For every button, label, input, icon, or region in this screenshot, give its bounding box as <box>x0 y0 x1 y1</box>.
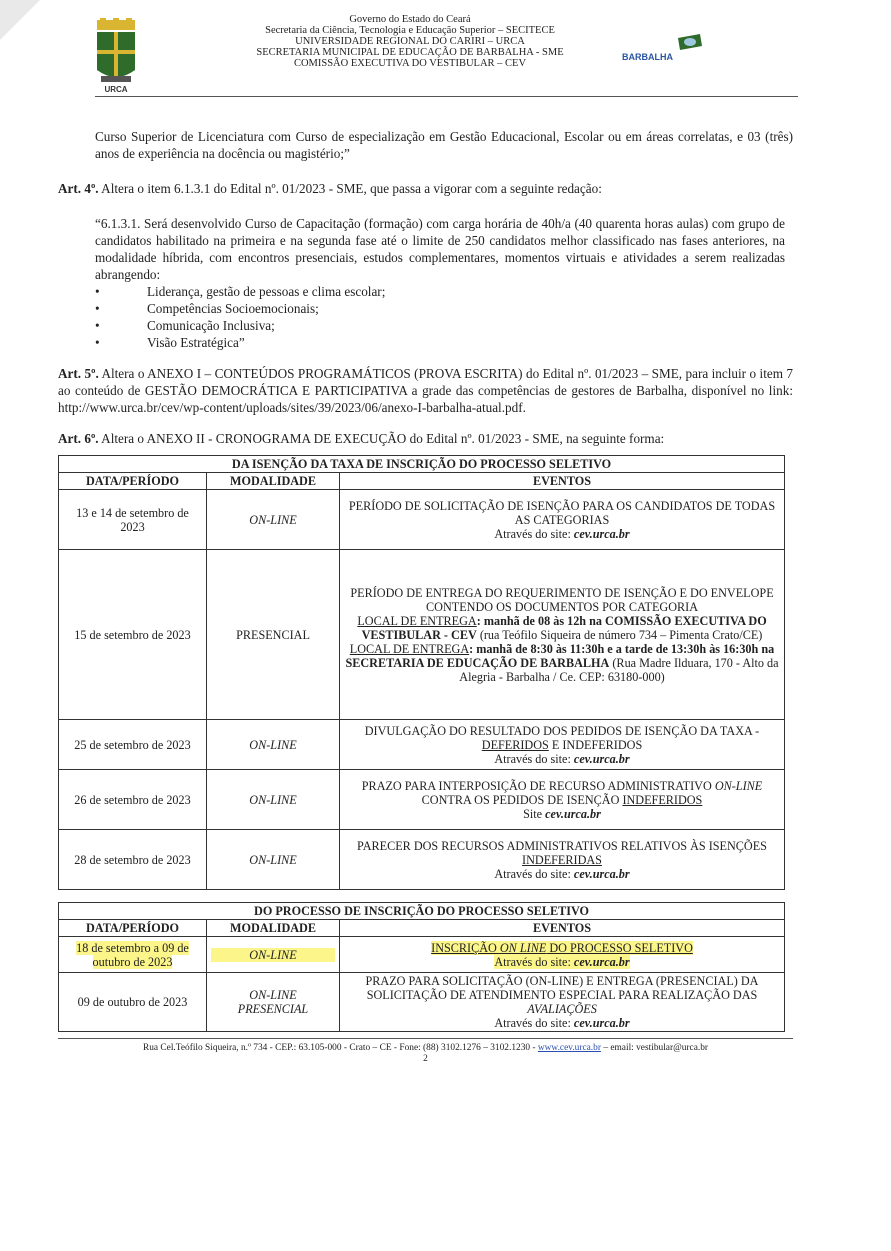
table-title-row <box>59 903 785 920</box>
list-item: • Liderança, gestão de pessoas e clima escolar; <box>95 283 793 300</box>
event-text: Através do site: <box>494 866 574 881</box>
event-line <box>344 807 780 821</box>
date-cell <box>59 550 207 720</box>
footer-address: Rua Cel.Teófilo Siqueira, n.º 734 - CEP.: 63.105-000 - Crato – CE - Fone: (88) 3102.1276 – 3102.1230 - <box>142 1043 538 1053</box>
article-6 <box>58 430 793 447</box>
event-text: (rua Teófilo Siqueira de número 734 – Pimenta Crato/CE) <box>476 627 763 642</box>
intro-paragraph: Curso Superior de Licenciatura com Curso de especialização em Gestão Educacional, Escolar ou em áreas correlatas, e 03 (três) anos de experiência na docência ou magistério;” <box>95 129 793 161</box>
event-text: (Rua Madre Ilduara, 170 - Alto da Alegria - Barbalha / Ce. CEP: 63180-000) <box>459 655 779 684</box>
date-text: 25 de setembro de 2023 <box>74 737 191 752</box>
event-text: PRAZO PARA INTERPOSIÇÃO DE RECURSO ADMINISTRATIVO <box>361 778 715 793</box>
modality-cell <box>207 937 340 973</box>
events-cell <box>340 550 785 720</box>
column-header: EVENTOS <box>340 473 785 490</box>
list-item: • Visão Estratégica” <box>95 334 793 351</box>
table-header-row <box>59 473 785 490</box>
modality-text: ON-LINE <box>249 852 297 867</box>
event-line <box>344 1016 780 1030</box>
event-text: cev.urca.br <box>573 866 630 881</box>
event-text: PERÍODO DE ENTREGA DO REQUERIMENTO DE ISENÇÃO E DO ENVELOPE CONTENDO OS DOCUMENTOS POR CATEGORIA <box>350 585 774 614</box>
table-row <box>59 830 785 890</box>
table-row <box>59 973 785 1032</box>
header-line: Secretaria da Ciência, Tecnologia e Educação Superior – SECITECE <box>265 25 555 36</box>
article-4 <box>58 180 793 197</box>
header-line: Governo do Estado do Ceará <box>349 14 471 25</box>
table-row <box>59 937 785 973</box>
modality-text: ON-LINE <box>249 737 297 752</box>
event-text: AVALIAÇÕES <box>527 1002 597 1016</box>
event-text: PERÍODO DE SOLICITAÇÃO DE ISENÇÃO PARA OS CANDIDATOS DE TODAS AS CATEGORIAS <box>348 498 776 527</box>
column-header: MODALIDADE <box>207 920 340 937</box>
events-cell <box>340 973 785 1032</box>
events-cell <box>340 720 785 770</box>
modality-text: ON-LINE <box>249 988 297 1002</box>
date-text: 09 de outubro de 2023 <box>77 995 188 1009</box>
table-row <box>59 490 785 550</box>
event-text: : manhã de 08 às 12h na COMISSÃO EXECUTIVA DO VESTIBULAR - CEV <box>361 613 767 642</box>
exemption-schedule-table <box>58 455 785 890</box>
event-text: ON-LINE <box>714 778 763 793</box>
events-cell <box>340 937 785 973</box>
date-cell <box>59 830 207 890</box>
event-line <box>344 527 780 541</box>
article-text: Altera o ANEXO I – CONTEÚDOS PROGRAMÁTICOS (PROVA ESCRITA) do Edital nº. 01/2023 – SME, para incluir o item 7 ao conteúdo de GESTÃO DEMOCRÁTICA E PARTICIPATIVA a grade das competências de gestores de Barbalha, disponível no link: http://www.urca.br/cev/wp-content/uploads/sites/39/2023/06/anexo-I-barbalha-atual.pdf. <box>58 366 793 415</box>
table-row <box>59 770 785 830</box>
modality-cell <box>207 770 340 830</box>
table-title: DO PROCESSO DE INSCRIÇÃO DO PROCESSO SELETIVO <box>59 903 785 920</box>
modality-text: PRESENCIAL <box>236 627 310 642</box>
modality-text: ON-LINE <box>249 792 297 807</box>
date-cell <box>59 720 207 770</box>
column-header: DATA/PERÍODO <box>59 920 207 937</box>
event-text: DEFERIDOS <box>481 737 549 752</box>
event-line <box>344 839 780 867</box>
table-row <box>59 550 785 720</box>
event-text: Através do site: <box>494 1016 574 1030</box>
modality-cell <box>207 830 340 890</box>
table-title-row <box>59 456 785 473</box>
event-line <box>344 752 780 766</box>
modality-text: ON-LINE <box>211 948 335 962</box>
event-text: LOCAL DE ENTREGA <box>349 641 470 656</box>
date-text: 13 e 14 de setembro de 2023 <box>76 505 189 534</box>
page-number: 2 <box>423 1054 428 1064</box>
event-text: cev.urca.br <box>573 526 630 541</box>
events-cell <box>340 490 785 550</box>
event-text: cev.urca.br <box>545 806 601 821</box>
header-line: COMISSÃO EXECUTIVA DO VESTIBULAR – CEV <box>293 58 527 69</box>
event-text: INSCRIÇÃO <box>431 940 500 955</box>
event-text: ON LINE <box>499 940 547 955</box>
events-cell <box>340 770 785 830</box>
modality-cell <box>207 973 340 1032</box>
list-item: • Competências Socioemocionais; <box>95 300 793 317</box>
event-text: PRAZO PARA SOLICITAÇÃO (ON-LINE) E ENTREGA (PRESENCIAL) DA SOLICITAÇÃO DE ATENDIMENTO ESPECIAL PARA REALIZAÇÃO DAS <box>365 974 759 1002</box>
article-text: Altera o item 6.1.3.1 do Edital nº. 01/2023 - SME, que passa a vigorar com a seguinte redação: <box>98 181 602 196</box>
table-row <box>59 720 785 770</box>
article-5 <box>58 365 793 416</box>
modality-cell <box>207 490 340 550</box>
date-cell <box>59 490 207 550</box>
header-line: SECRETARIA MUNICIPAL DE EDUCAÇÃO DE BARBALHA - SME <box>256 47 564 58</box>
column-header: EVENTOS <box>340 920 785 937</box>
event-text: INDEFERIDAS <box>522 852 602 867</box>
column-header: DATA/PERÍODO <box>59 473 207 490</box>
article-4-quote: “6.1.3.1. Será desenvolvido Curso de Capacitação (formação) com carga horária de 40h/a (40 quarenta horas aulas) com grupo de candidatos habilitado na primeira e na segunda fase até o limite de 250 candidatos melhor classificado nas fases anteriores, na modalidade híbrida, com encontros presenciais, estudos complementares, momentos virtuais e atividades a serem realizadas abrangendo: <box>95 216 785 282</box>
event-line <box>344 614 780 642</box>
event-text: Site <box>523 806 546 821</box>
modality-text: PRESENCIAL <box>237 1002 309 1016</box>
event-line <box>344 867 780 881</box>
date-cell <box>59 973 207 1032</box>
article-text: Altera o ANEXO II - CRONOGRAMA DE EXECUÇÃO do Edital nº. 01/2023 - SME, na seguinte forma: <box>98 431 665 446</box>
event-line <box>344 955 780 969</box>
event-text: Através do site: <box>494 954 574 969</box>
event-text: Através do site: <box>494 526 574 541</box>
event-line <box>344 499 780 527</box>
event-text: PARECER DOS RECURSOS ADMINISTRATIVOS RELATIVOS ÀS ISENÇÕES <box>357 838 767 853</box>
date-cell <box>59 937 207 973</box>
event-text: INDEFERIDOS <box>622 792 703 807</box>
modality-cell <box>207 720 340 770</box>
article-label: Art. 5º. <box>58 366 99 381</box>
event-line <box>344 586 780 614</box>
event-line <box>344 941 780 955</box>
event-text: cev.urca.br <box>573 1016 630 1030</box>
date-text: 26 de setembro de 2023 <box>74 792 191 807</box>
date-text: 18 de setembro a 09 de outubro de 2023 <box>76 940 189 969</box>
date-text: 15 de setembro de 2023 <box>74 627 191 642</box>
event-text: cev.urca.br <box>573 751 630 766</box>
table-title: DA ISENÇÃO DA TAXA DE INSCRIÇÃO DO PROCESSO SELETIVO <box>59 456 785 473</box>
event-text: DIVULGAÇÃO DO RESULTADO DOS PEDIDOS DE ISENÇÃO DA TAXA - <box>364 723 760 738</box>
table-header-row <box>59 920 785 937</box>
competency-list <box>95 283 793 351</box>
date-cell <box>59 770 207 830</box>
footer-website-link[interactable]: www.cev.urca.br <box>537 1043 601 1053</box>
header-line: UNIVERSIDADE REGIONAL DO CARIRI – URCA <box>295 36 525 47</box>
article-label: Art. 6º. <box>58 431 99 446</box>
svg-text:BARBALHA: BARBALHA <box>622 52 673 62</box>
modality-cell <box>207 550 340 720</box>
event-line <box>344 779 780 807</box>
event-line <box>344 974 780 1016</box>
date-text: 28 de setembro de 2023 <box>74 852 191 867</box>
event-text: E INDEFERIDOS <box>548 737 643 752</box>
event-text: Através do site: <box>494 751 574 766</box>
events-cell <box>340 830 785 890</box>
event-text: CONTRA OS PEDIDOS DE ISENÇÃO <box>421 792 623 807</box>
page-footer <box>58 1038 793 1065</box>
article-label: Art. 4º. <box>58 181 99 196</box>
registration-schedule-table <box>58 902 785 1032</box>
svg-text:URCA: URCA <box>104 85 128 94</box>
column-header: MODALIDADE <box>207 473 340 490</box>
event-text: cev.urca.br <box>573 954 630 969</box>
modality-text: ON-LINE <box>249 512 297 527</box>
list-item: • Comunicação Inclusiva; <box>95 317 793 334</box>
footer-email: – email: vestibular@urca.br <box>600 1043 709 1053</box>
event-line <box>344 642 780 684</box>
event-text: DO PROCESSO SELETIVO <box>546 940 693 955</box>
event-text: LOCAL DE ENTREGA <box>357 613 477 628</box>
event-line <box>344 724 780 752</box>
event-text: : manhã de 8:30 às 11:30h e a tarde de 13:30h às 16:30h na SECRETARIA DE EDUCAÇÃO DE BARBALHA <box>345 641 775 670</box>
